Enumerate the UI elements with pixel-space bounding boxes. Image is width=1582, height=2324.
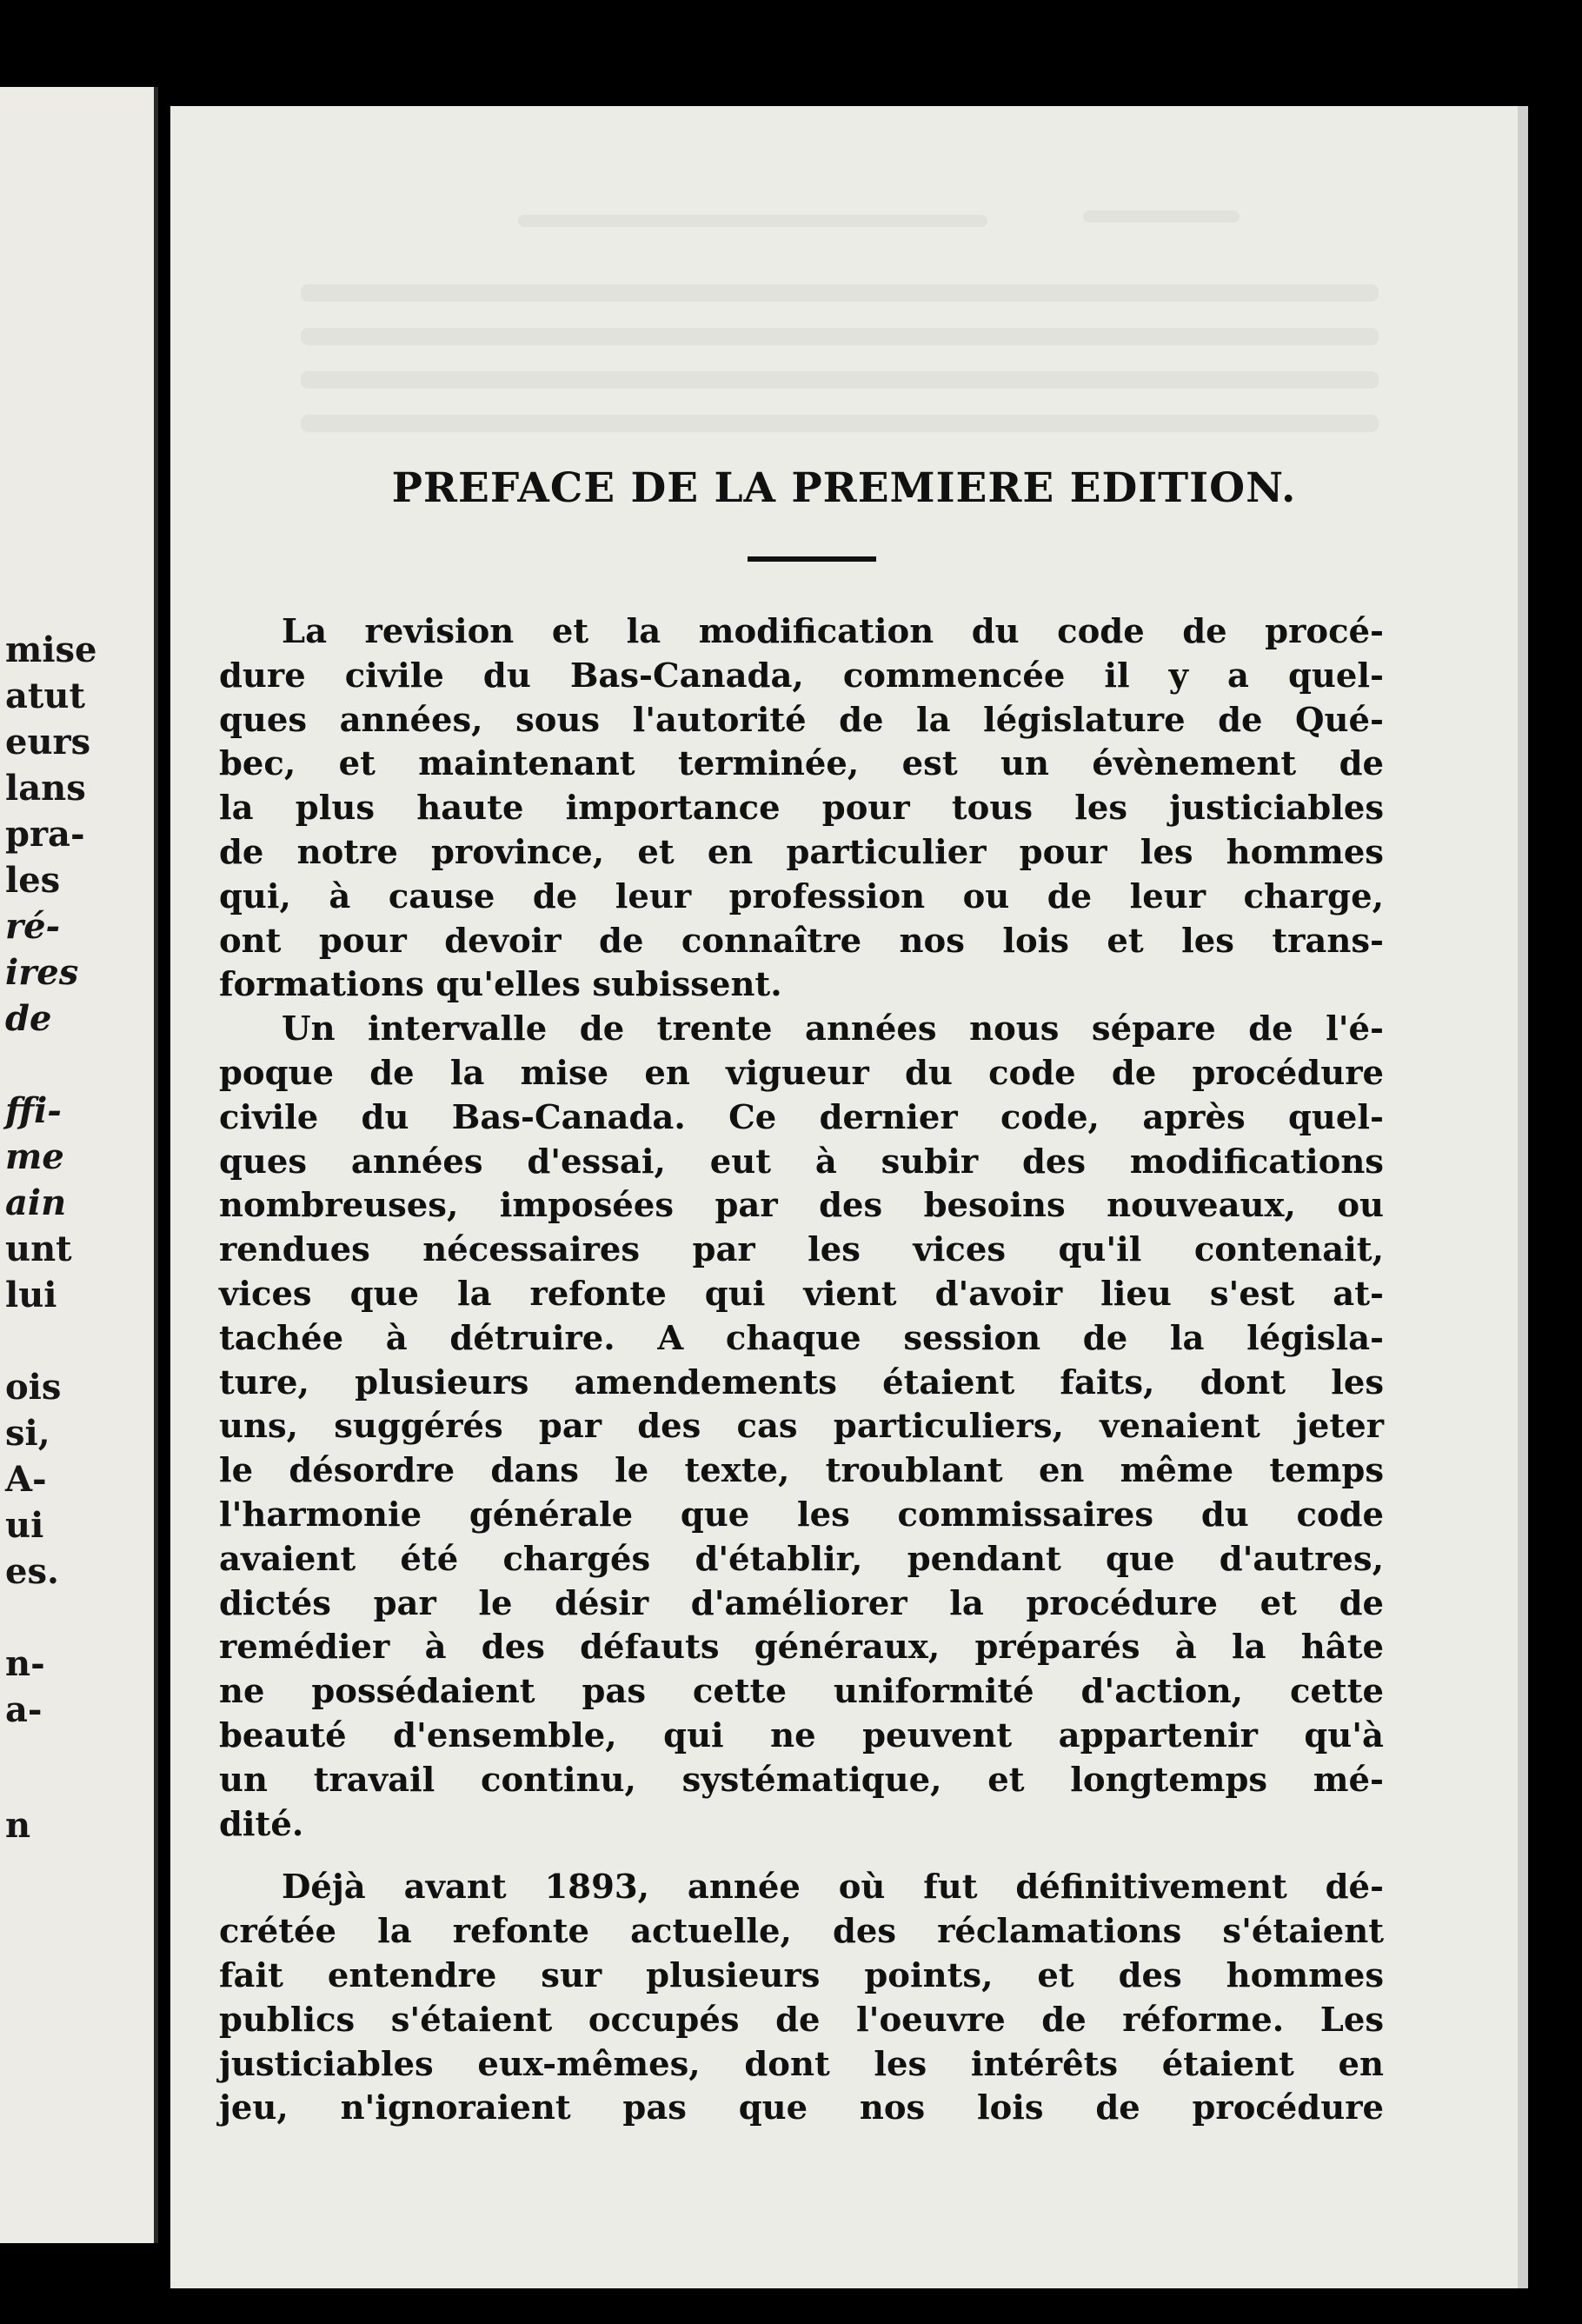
text-line: civile du Bas-Canada. Ce dernier code, après quel- xyxy=(219,1097,1384,1137)
left-margin-fragment: ois xyxy=(5,1367,62,1408)
text-line: fait entendre sur plusieurs points, et des hommes xyxy=(219,1955,1384,1995)
paragraph xyxy=(219,610,1384,1008)
text-line: publics s'étaient occupés de l'oeuvre de réforme. Les xyxy=(219,2000,1384,2040)
left-margin-fragment: es. xyxy=(5,1551,59,1592)
left-margin-fragment: me xyxy=(5,1136,64,1177)
left-margin-fragment: ré- xyxy=(5,906,61,947)
title-rule xyxy=(748,556,876,562)
text-line: justiciables eux-mêmes, dont les intérêts étaient en xyxy=(219,2044,1384,2084)
text-line: l'harmonie générale que les commissaires du code xyxy=(219,1495,1384,1535)
left-margin-fragment: a- xyxy=(5,1689,43,1730)
left-margin-fragment: unt xyxy=(5,1229,72,1269)
text-line: le désordre dans le texte, troublant en même temps xyxy=(219,1451,1384,1491)
text-line: ques années d'essai, eut à subir des modifications xyxy=(219,1142,1384,1182)
text-line: tachée à détruire. A chaque session de la législa- xyxy=(219,1318,1384,1358)
text-line: jeu, n'ignoraient pas que nos lois de procédure xyxy=(219,2088,1384,2128)
text-line: poque de la mise en vigueur du code de procédure xyxy=(219,1053,1384,1093)
text-line: Un intervalle de trente années nous sépare de l'é- xyxy=(282,1009,1384,1049)
left-margin-fragment: ffi- xyxy=(5,1090,62,1131)
text-line: formations qu'elles subissent. xyxy=(219,965,782,1005)
text-line: La revision et la modification du code de procé- xyxy=(282,612,1384,651)
text-line: vices que la refonte qui vient d'avoir lieu s'est at- xyxy=(219,1274,1384,1314)
bleed-through-mark xyxy=(518,215,987,227)
text-line: ont pour devoir de connaître nos lois et les trans- xyxy=(219,921,1384,961)
left-margin-fragment: si, xyxy=(5,1413,50,1454)
text-line: dictés par le désir d'améliorer la procédure et de xyxy=(219,1583,1384,1623)
text-line: dité. xyxy=(219,1804,304,1844)
left-facing-page xyxy=(0,87,158,2243)
page-title: PREFACE DE LA PREMIERE EDITION. xyxy=(391,464,1297,512)
left-margin-fragment: A- xyxy=(5,1459,47,1500)
page-body xyxy=(219,610,1384,2131)
left-margin-fragment: de xyxy=(5,998,52,1039)
text-line: avaient été chargés d'établir, pendant que d'autres, xyxy=(219,1539,1384,1579)
text-line: nombreuses, imposées par des besoins nouveaux, ou xyxy=(219,1186,1384,1226)
left-margin-fragment: les xyxy=(5,860,61,901)
text-line: ture, plusieurs amendements étaient faits, dont les xyxy=(219,1362,1384,1402)
bleed-through-mark xyxy=(301,284,1379,302)
left-margin-fragment: ain xyxy=(5,1182,67,1223)
bleed-through-mark xyxy=(301,415,1379,432)
text-line: ques années, sous l'autorité de la législature de Qué- xyxy=(219,700,1384,740)
left-margin-fragment: lans xyxy=(5,768,86,809)
left-margin-fragment: lui xyxy=(5,1275,57,1315)
text-line: Déjà avant 1893, année où fut définitivement dé- xyxy=(282,1868,1384,1908)
left-margin-fragment: eurs xyxy=(5,722,91,762)
text-line: la plus haute importance pour tous les justiciables xyxy=(219,789,1384,829)
text-line: remédier à des défauts généraux, préparés à la hâte xyxy=(219,1628,1384,1668)
left-margin-fragment: n- xyxy=(5,1643,45,1684)
paragraph xyxy=(219,1866,1384,2131)
left-margin-fragment: n xyxy=(5,1805,31,1846)
text-line: ne possédaient pas cette uniformité d'action, cette xyxy=(219,1672,1384,1712)
text-line: bec, et maintenant terminée, est un évènement de xyxy=(219,744,1384,784)
bleed-through-mark xyxy=(301,371,1379,389)
bleed-through-mark xyxy=(1083,210,1240,223)
left-margin-fragment: pra- xyxy=(5,814,85,855)
text-line: crétée la refonte actuelle, des réclamations s'étaient xyxy=(219,1912,1384,1952)
bleed-through-mark xyxy=(301,328,1379,345)
left-margin-fragment: ires xyxy=(5,952,79,993)
text-line: de notre province, et en particulier pour les hommes xyxy=(219,832,1384,872)
book-spine xyxy=(154,87,158,2243)
text-line: dure civile du Bas-Canada, commencée il y a quel- xyxy=(219,656,1384,696)
text-line: un travail continu, systématique, et longtemps mé- xyxy=(219,1760,1384,1800)
text-line: beauté d'ensemble, qui ne peuvent appartenir qu'à xyxy=(219,1715,1384,1755)
paragraph xyxy=(219,1008,1384,1847)
book-page xyxy=(170,106,1528,2288)
left-margin-fragment: ui xyxy=(5,1505,44,1546)
text-line: uns, suggérés par des cas particuliers, venaient jeter xyxy=(219,1407,1384,1447)
text-line: rendues nécessaires par les vices qu'il contenait, xyxy=(219,1230,1384,1270)
text-line: qui, à cause de leur profession ou de leur charge, xyxy=(219,876,1384,916)
left-margin-fragment: mise xyxy=(5,629,97,670)
left-margin-fragment: atut xyxy=(5,676,85,716)
